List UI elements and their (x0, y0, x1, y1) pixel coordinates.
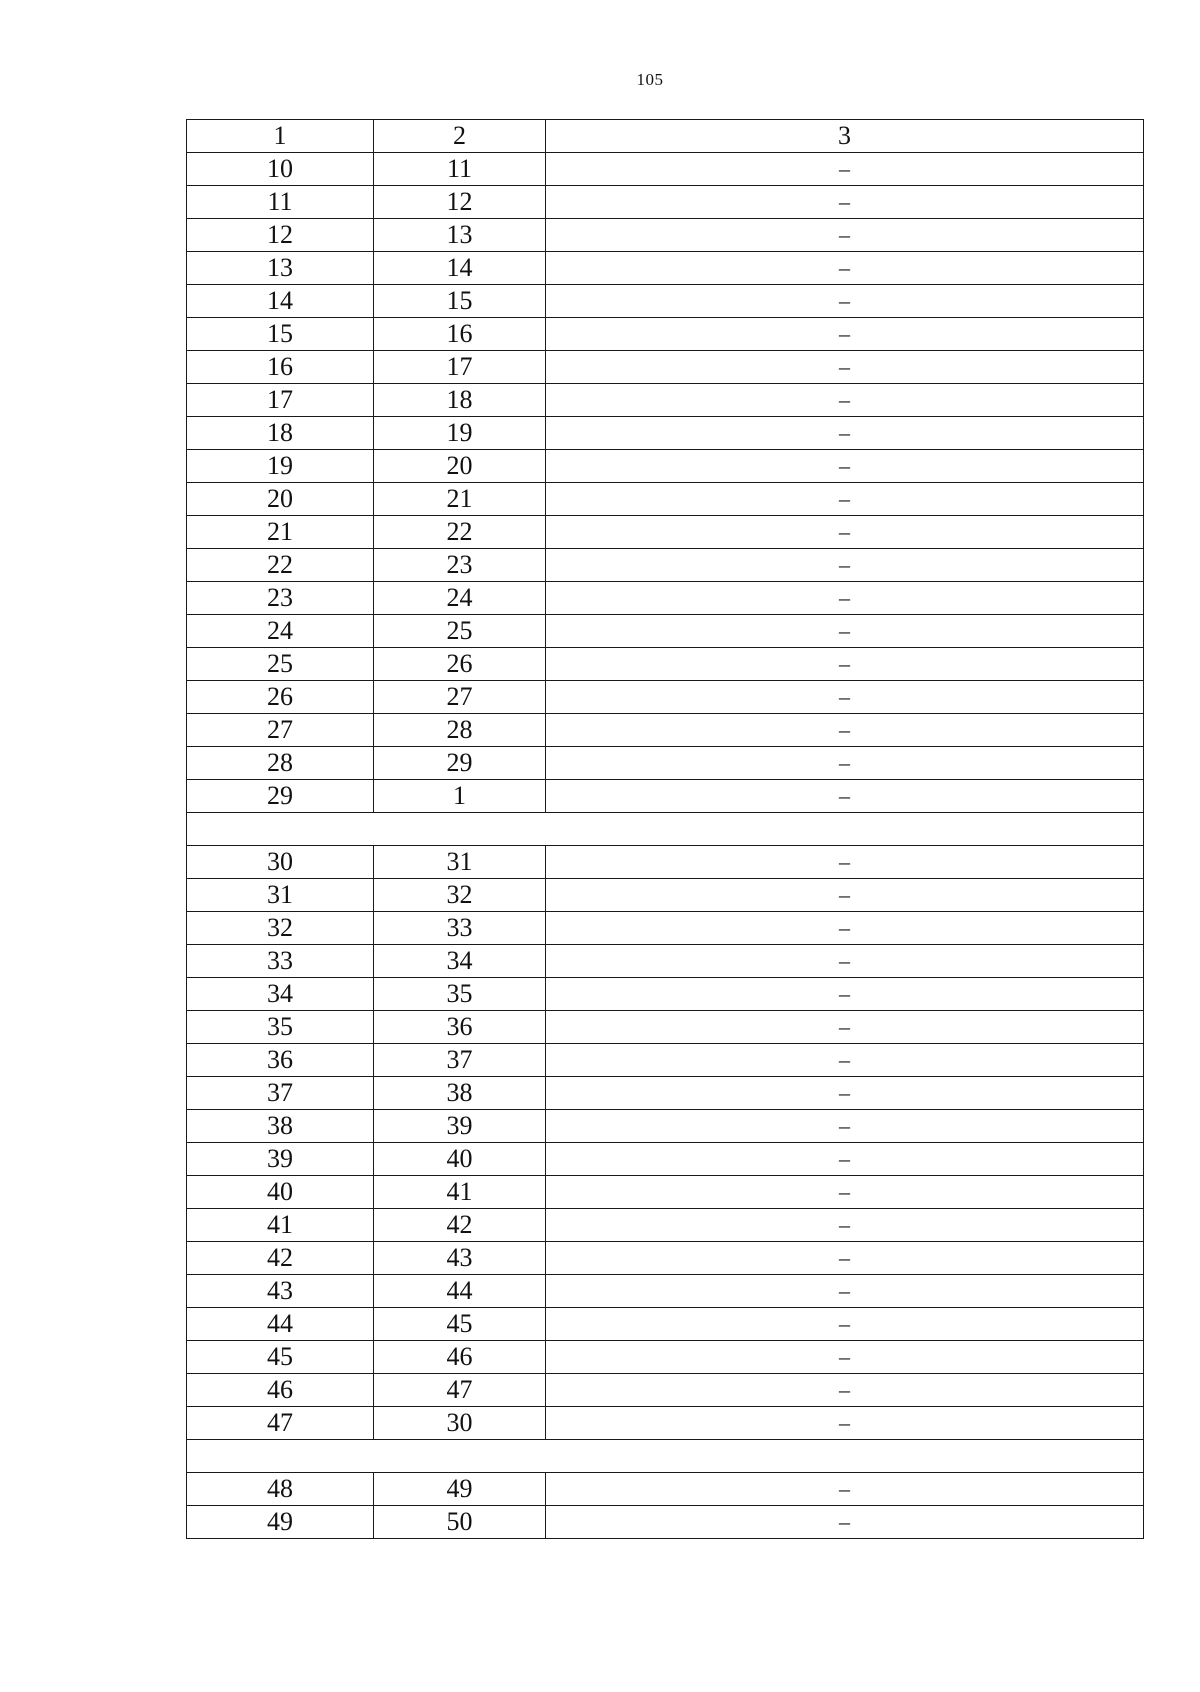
table-row (187, 549, 1144, 582)
table-cell-col-1: 38 (187, 1110, 374, 1143)
table-cell-col-3: – (546, 747, 1144, 780)
table-row (187, 1110, 1144, 1143)
table-cell-col-1: 49 (187, 1506, 374, 1539)
table-cell-col-1: 35 (187, 1011, 374, 1044)
table-row (187, 1242, 1144, 1275)
table-cell-col-3: – (546, 912, 1144, 945)
separator-cell (187, 1440, 1144, 1473)
table-cell-col-1: 45 (187, 1341, 374, 1374)
table-cell-col-3: – (546, 417, 1144, 450)
table-row (187, 1473, 1144, 1506)
table-row (187, 1209, 1144, 1242)
table-cell-col-2: 18 (374, 384, 546, 417)
table-cell-col-3: – (546, 186, 1144, 219)
table-cell-col-3: – (546, 945, 1144, 978)
table-cell-col-2: 36 (374, 1011, 546, 1044)
table-cell-col-1: 20 (187, 483, 374, 516)
table-cell-col-1: 46 (187, 1374, 374, 1407)
table-row (187, 219, 1144, 252)
table-cell-col-3: – (546, 1374, 1144, 1407)
table-cell-col-1: 31 (187, 879, 374, 912)
table-cell-col-2: 42 (374, 1209, 546, 1242)
table-cell-col-1: 47 (187, 1407, 374, 1440)
table-cell-col-3: – (546, 450, 1144, 483)
table-cell-col-3: – (546, 879, 1144, 912)
table-cell-col-2: 24 (374, 582, 546, 615)
table-cell-col-2: 35 (374, 978, 546, 1011)
table-row (187, 252, 1144, 285)
table-cell-col-2: 11 (374, 153, 546, 186)
table-cell-col-3: – (546, 1176, 1144, 1209)
table-cell-col-2: 17 (374, 351, 546, 384)
table-cell-col-2: 46 (374, 1341, 546, 1374)
header-cell-2: 2 (374, 120, 546, 153)
table-cell-col-2: 43 (374, 1242, 546, 1275)
header-cell-1: 1 (187, 120, 374, 153)
table-cell-col-3: – (546, 1242, 1144, 1275)
table-row (187, 1506, 1144, 1539)
header-cell-3: 3 (546, 120, 1144, 153)
table-cell-col-3: – (546, 582, 1144, 615)
table-cell-col-3: – (546, 1275, 1144, 1308)
table-cell-col-1: 29 (187, 780, 374, 813)
table-row (187, 879, 1144, 912)
table-row (187, 714, 1144, 747)
table-row (187, 1341, 1144, 1374)
table-cell-col-1: 26 (187, 681, 374, 714)
table-header-row (187, 120, 1144, 153)
table-cell-col-1: 37 (187, 1077, 374, 1110)
table-row (187, 318, 1144, 351)
table-cell-col-1: 24 (187, 615, 374, 648)
table-row (187, 780, 1144, 813)
table-cell-col-3: – (546, 252, 1144, 285)
table-row (187, 1275, 1144, 1308)
table-cell-col-1: 12 (187, 219, 374, 252)
table-cell-col-2: 19 (374, 417, 546, 450)
table-row (187, 1143, 1144, 1176)
table-cell-col-2: 40 (374, 1143, 546, 1176)
table-cell-col-2: 1 (374, 780, 546, 813)
table-row (187, 648, 1144, 681)
table-row (187, 615, 1144, 648)
table-cell-col-1: 23 (187, 582, 374, 615)
table-row (187, 1407, 1144, 1440)
table-cell-col-3: – (546, 351, 1144, 384)
table-cell-col-3: – (546, 285, 1144, 318)
table-cell-col-3: – (546, 219, 1144, 252)
table-cell-col-2: 16 (374, 318, 546, 351)
table-cell-col-2: 15 (374, 285, 546, 318)
table-cell-col-3: – (546, 549, 1144, 582)
data-table (186, 119, 1144, 1539)
table-cell-col-1: 32 (187, 912, 374, 945)
table-cell-col-3: – (546, 1341, 1144, 1374)
table-row (187, 1011, 1144, 1044)
group-separator-row (187, 813, 1144, 846)
table-cell-col-2: 22 (374, 516, 546, 549)
table-cell-col-1: 22 (187, 549, 374, 582)
table-cell-col-3: – (546, 846, 1144, 879)
table-cell-col-2: 30 (374, 1407, 546, 1440)
table-row (187, 846, 1144, 879)
table-row (187, 1308, 1144, 1341)
table-cell-col-3: – (546, 978, 1144, 1011)
table-cell-col-1: 48 (187, 1473, 374, 1506)
table-row (187, 1077, 1144, 1110)
table-cell-col-3: – (546, 318, 1144, 351)
table-cell-col-2: 31 (374, 846, 546, 879)
table-cell-col-1: 18 (187, 417, 374, 450)
table-cell-col-1: 43 (187, 1275, 374, 1308)
table-cell-col-2: 33 (374, 912, 546, 945)
table-cell-col-2: 13 (374, 219, 546, 252)
table-cell-col-1: 33 (187, 945, 374, 978)
table-cell-col-1: 30 (187, 846, 374, 879)
table-row (187, 1176, 1144, 1209)
table-cell-col-2: 25 (374, 615, 546, 648)
table-row (187, 945, 1144, 978)
table-row (187, 153, 1144, 186)
table-row (187, 1374, 1144, 1407)
table-cell-col-2: 28 (374, 714, 546, 747)
table-cell-col-2: 12 (374, 186, 546, 219)
table-row (187, 978, 1144, 1011)
table-cell-col-2: 49 (374, 1473, 546, 1506)
table-cell-col-3: – (546, 1011, 1144, 1044)
table-row (187, 912, 1144, 945)
table-cell-col-1: 19 (187, 450, 374, 483)
table-cell-col-3: – (546, 1506, 1144, 1539)
table-cell-col-3: – (546, 1077, 1144, 1110)
table-cell-col-3: – (546, 615, 1144, 648)
table-cell-col-1: 10 (187, 153, 374, 186)
table-cell-col-3: – (546, 1143, 1144, 1176)
table-cell-col-3: – (546, 714, 1144, 747)
table-cell-col-1: 11 (187, 186, 374, 219)
table-cell-col-3: – (546, 1209, 1144, 1242)
table-cell-col-1: 16 (187, 351, 374, 384)
table-cell-col-1: 42 (187, 1242, 374, 1275)
table-cell-col-2: 14 (374, 252, 546, 285)
table-cell-col-3: – (546, 1110, 1144, 1143)
table-row (187, 417, 1144, 450)
table-cell-col-2: 34 (374, 945, 546, 978)
table-cell-col-2: 37 (374, 1044, 546, 1077)
table-cell-col-1: 14 (187, 285, 374, 318)
table-cell-col-3: – (546, 648, 1144, 681)
table-cell-col-1: 25 (187, 648, 374, 681)
table-cell-col-2: 50 (374, 1506, 546, 1539)
table-cell-col-1: 39 (187, 1143, 374, 1176)
group-separator-row (187, 1440, 1144, 1473)
table-cell-col-2: 41 (374, 1176, 546, 1209)
table-row (187, 516, 1144, 549)
table-cell-col-3: – (546, 384, 1144, 417)
table-cell-col-2: 29 (374, 747, 546, 780)
table-cell-col-3: – (546, 1473, 1144, 1506)
table-cell-col-1: 15 (187, 318, 374, 351)
page-number: 105 (636, 70, 664, 89)
table-cell-col-3: – (546, 1044, 1144, 1077)
table-cell-col-1: 27 (187, 714, 374, 747)
table-cell-col-1: 28 (187, 747, 374, 780)
table-cell-col-1: 13 (187, 252, 374, 285)
table-cell-col-2: 47 (374, 1374, 546, 1407)
table-cell-col-3: – (546, 1308, 1144, 1341)
table-cell-col-2: 21 (374, 483, 546, 516)
table-cell-col-1: 34 (187, 978, 374, 1011)
table-cell-col-3: – (546, 153, 1144, 186)
table-cell-col-2: 44 (374, 1275, 546, 1308)
table-cell-col-2: 32 (374, 879, 546, 912)
table-row (187, 483, 1144, 516)
table-row (187, 747, 1144, 780)
table-cell-col-1: 17 (187, 384, 374, 417)
table-row (187, 1044, 1144, 1077)
table-row (187, 186, 1144, 219)
table-row (187, 285, 1144, 318)
table-row (187, 450, 1144, 483)
table-cell-col-2: 45 (374, 1308, 546, 1341)
table-cell-col-2: 26 (374, 648, 546, 681)
table-cell-col-2: 39 (374, 1110, 546, 1143)
table-cell-col-1: 36 (187, 1044, 374, 1077)
table-cell-col-2: 23 (374, 549, 546, 582)
table-cell-col-1: 40 (187, 1176, 374, 1209)
table-cell-col-3: – (546, 483, 1144, 516)
table-cell-col-1: 44 (187, 1308, 374, 1341)
table-cell-col-2: 27 (374, 681, 546, 714)
table-cell-col-1: 41 (187, 1209, 374, 1242)
table-cell-col-2: 20 (374, 450, 546, 483)
separator-cell (187, 813, 1144, 846)
table-row (187, 681, 1144, 714)
table-cell-col-3: – (546, 681, 1144, 714)
table-row (187, 384, 1144, 417)
table-cell-col-3: – (546, 1407, 1144, 1440)
table-cell-col-2: 38 (374, 1077, 546, 1110)
table-row (187, 582, 1144, 615)
table-body (187, 120, 1144, 1539)
table-row (187, 351, 1144, 384)
table-cell-col-3: – (546, 516, 1144, 549)
table-cell-col-3: – (546, 780, 1144, 813)
table-cell-col-1: 21 (187, 516, 374, 549)
